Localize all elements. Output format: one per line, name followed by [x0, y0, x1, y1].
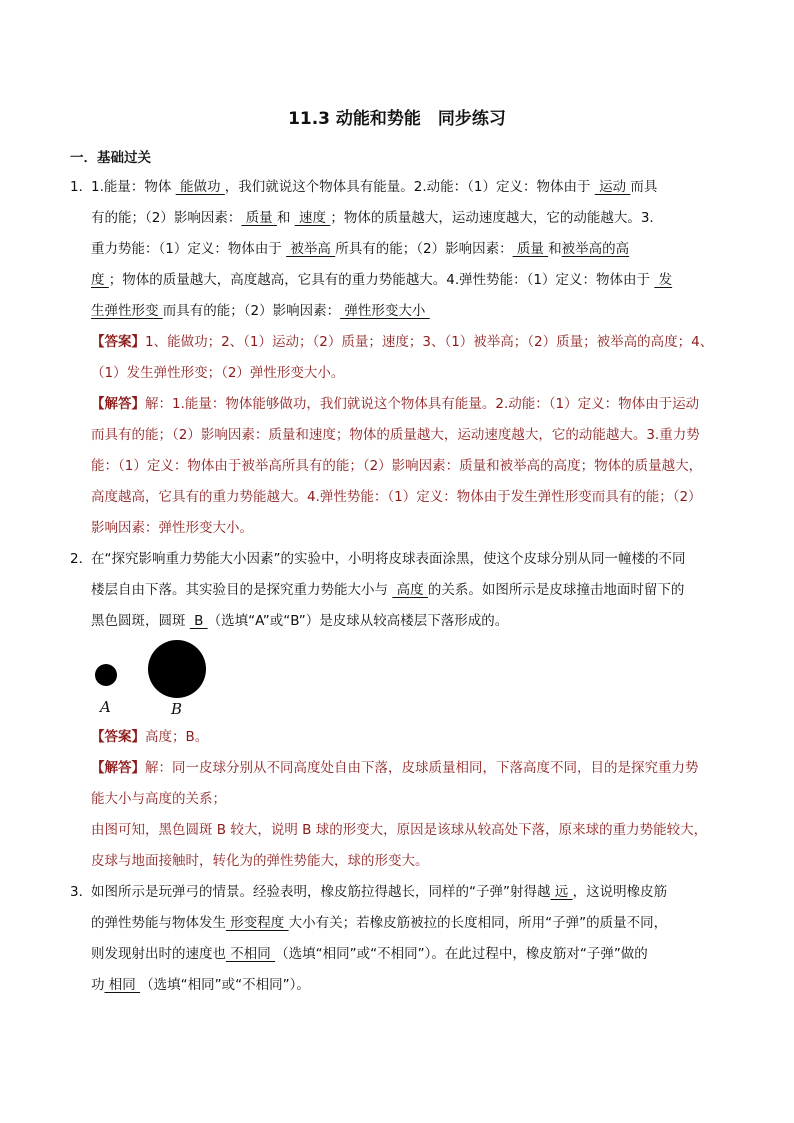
question-number: 1． — [70, 179, 93, 195]
question-line: 生弹性形变 而具有的能；（2）影响因素： 弹性形变大小 — [91, 303, 430, 319]
solution-line: 能大小与高度的关系； — [91, 791, 226, 807]
question-line: 功 相同 （选填“相同”或“不相同”）。 — [91, 977, 310, 993]
question-2-answers — [70, 722, 740, 877]
solution-line: 【解答】解：同一皮球分别从不同高度处自由下落，皮球质量相同，下落高度不同，目的是探究重力势 — [91, 760, 699, 776]
blank-answer: 度 — [91, 272, 109, 288]
blank-answer: 被举高的高 — [561, 241, 630, 257]
blank-answer: 远 — [550, 884, 573, 900]
solution-line: 影响因素：弹性形变大小。 — [91, 520, 253, 536]
solution-line: 而具有的能；（2）影响因素：质量和速度；物体的质量越大，运动速度越大，它的动能越大。3.重力势 — [91, 427, 700, 443]
blank-answer: 质量 — [512, 241, 549, 257]
blank-answer: B — [189, 613, 208, 629]
question-number: 3． — [70, 884, 93, 900]
question-line: 度 ；物体的质量越大，高度越高，它具有的重力势能越大。4.弹性势能：（1）定义：物体由于 发 — [91, 272, 673, 288]
blank-answer: 不相同 — [226, 946, 276, 962]
solution-line: 高度越高，它具有的重力势能越大。4.弹性势能：（1）定义：物体由于发生弹性形变而具有的能；（2） — [91, 489, 702, 505]
blank-answer: 生弹性形变 — [91, 303, 163, 319]
solution-tag: 【解答】 — [91, 760, 145, 776]
question-line: 有的能；（2）影响因素： 质量 和 速度 ；物体的质量越大，运动速度越大，它的动能越大。3. — [91, 210, 654, 226]
question-1 — [70, 172, 740, 544]
blank-answer: 被举高 — [286, 241, 336, 257]
question-line: 楼层自由下落。其实验目的是探究重力势能大小与 高度 的关系。如图所示是皮球撞击地面时留下的 — [91, 582, 685, 598]
question-3 — [70, 877, 740, 1001]
solution-line: 能：（1）定义：物体由于被举高所具有的能；（2）影响因素：质量和被举高的高度；物体的质量越大， — [91, 458, 703, 474]
blank-answer: 速度 — [294, 210, 331, 226]
blank-answer: 能做功 — [175, 179, 225, 195]
blank-answer: 相同 — [104, 977, 141, 993]
answer-line: （1）发生弹性形变；（2）弹性形变大小。 — [91, 365, 345, 381]
question-line: 在“探究影响重力势能大小因素”的实验中，小明将皮球表面涂黑，使这个皮球分别从同一幢楼的不同 — [91, 551, 686, 567]
question-line: 的弹性势能与物体发生 形变程度 大小有关；若橡皮筋被拉的长度相同，所用“子弹”的质量不同， — [91, 915, 668, 931]
label-b: B — [171, 700, 183, 718]
question-line: 黑色圆斑，圆斑 B （选填“A”或“B”）是皮球从较高楼层下落形成的。 — [91, 613, 509, 629]
solution-line: 由图可知，黑色圆斑 B 较大，说明 B 球的形变大，原因是该球从较高处下落，原来球的重力势能较大， — [91, 822, 708, 838]
question-line: 如图所示是玩弹弓的情景。经验表明，橡皮筋拉得越长，同样的“子弹”射得越 远 ，这说明橡皮筋 — [91, 884, 668, 900]
answer-tag: 【答案】 — [91, 729, 145, 745]
answer-line: 【答案】高度；B。 — [91, 729, 209, 745]
spot-a — [95, 664, 117, 686]
solution-line: 【解答】解：1.能量：物体能够做功，我们就说这个物体具有能量。2.动能：（1）定义：物体由于运动 — [91, 396, 700, 412]
section-heading: 一．基础过关 — [70, 150, 151, 166]
blank-answer: 运动 — [594, 179, 631, 195]
solution-line: 皮球与地面接触时，转化为的弹性势能大，球的形变大。 — [91, 853, 429, 869]
answer-tag: 【答案】 — [91, 334, 145, 350]
question-line: 1.能量：物体 能做功 ，我们就说这个物体具有能量。2.动能：（1）定义：物体由于 运动 而具 — [91, 179, 658, 195]
question-number: 2． — [70, 551, 93, 567]
question-line: 则发现射出时的速度也 不相同 （选填“相同”或“不相同”）。在此过程中，橡皮筋对“子弹”做的 — [91, 946, 648, 962]
blank-answer: 形变程度 — [226, 915, 289, 931]
spot-b — [148, 640, 206, 698]
question-line: 重力势能：（1）定义：物体由于 被举高 所具有的能；（2）影响因素： 质量 和被举高的高 — [91, 241, 630, 257]
solution-tag: 【解答】 — [91, 396, 145, 412]
blank-answer: 质量 — [241, 210, 277, 226]
label-a: A — [100, 698, 111, 716]
answer-line: 【答案】1、能做功；2、（1）运动；（2）质量；速度；3、（1）被举高；（2）质量；被举高的高度；4、 — [91, 334, 714, 350]
figure-spots — [88, 640, 228, 720]
question-2 — [70, 544, 740, 637]
blank-answer: 弹性形变大小 — [340, 303, 430, 319]
page-title: 11.3 动能和势能 同步练习 — [288, 109, 506, 129]
blank-answer: 高度 — [392, 582, 428, 598]
blank-answer: 发 — [654, 272, 673, 288]
